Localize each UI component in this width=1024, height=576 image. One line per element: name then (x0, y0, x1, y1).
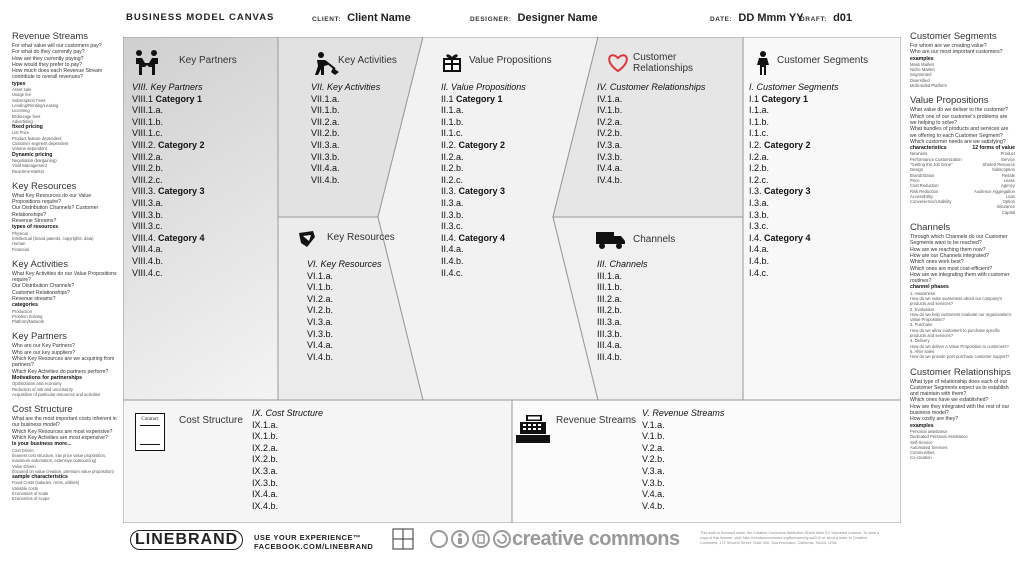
cost-structure-chapter: IX. Cost Structure (252, 408, 324, 418)
list-item[interactable]: I.1.b. (749, 116, 770, 127)
customer-segments-chapter: I. Customer Segments (749, 82, 839, 92)
guide-cost-structure: Cost Structure What are the most important costs inherent in our business model? Which Key Resources are most expensive? Which Key Activities are most expensive? Is your business more... Cost Driven (leanest cost structure, low price value proposition, maximum automation, extensive outsourcing) Value Driven (focused on value creation, premium value proposition) sample characteristics Fixed Costs (salaries, rents, utilities) Variable costs Economies of scale Economies of scope (12, 404, 117, 502)
guide-line: Which ones are most cost-efficient? (910, 265, 993, 272)
list-item[interactable]: VI.4.b. (307, 351, 334, 362)
list-item[interactable]: VIII.4.b. (132, 255, 164, 266)
key-partners-title: Key Partners (179, 55, 237, 66)
list-item[interactable]: I.4.b. (749, 255, 770, 266)
guide-line: Who are our key suppliers? (12, 349, 76, 356)
guide-line: 2. Evaluation (910, 306, 935, 312)
list-item[interactable]: VIII.3.c. (132, 221, 163, 232)
guide-line: How costly are they? (910, 416, 959, 423)
list-item[interactable]: VII.3.a. (311, 139, 340, 150)
key-resources-chapter: VI. Key Resources (307, 259, 382, 269)
list-item[interactable]: II.2.c. (441, 174, 464, 185)
guide-line: Product feature dependent (12, 135, 62, 141)
key-activities-title: Key Activities (338, 55, 397, 66)
list-item[interactable]: II.4.c. (441, 267, 464, 278)
customer-relationships-title: Customer Relationships (633, 52, 694, 74)
guide-key-resources: Key Resources What Key Resources do our Value Propositions require? Our Distribution Channels? Customer Relationships? Revenue Streams? types of resources Physical Intellectual (brand patents, copyrights, data) Human Financial (12, 182, 117, 252)
list-item[interactable]: IV.2.a. (597, 116, 623, 127)
guide-line: Multi-sided Platform (910, 83, 948, 89)
list-item[interactable]: III.2.a. (597, 293, 623, 304)
guide-line: Intellectual (brand patents, copyrights, data) (12, 235, 94, 241)
list-item[interactable]: II.1.a. (441, 105, 464, 116)
key-partners-block[interactable] (133, 49, 161, 80)
list-item[interactable]: VII.2.b. (311, 128, 340, 139)
list-item[interactable]: V.3.b. (642, 477, 665, 488)
list-item[interactable]: VI.1.b. (307, 282, 334, 293)
category-heading[interactable]: VIII.2. Category 2 (132, 139, 205, 150)
list-item[interactable]: III.4.b. (597, 351, 623, 362)
guide-line: (leanest cost structure, low price value proposition, maximum automation, extensive outsourcing) (12, 452, 107, 464)
guide-line: Subscription (991, 167, 1015, 173)
list-item[interactable]: VI.4.a. (307, 340, 334, 351)
guide-line: Newness (910, 151, 928, 157)
list-item[interactable]: V.1.b. (642, 431, 665, 442)
guide-key-partners: Key Partners Who are our Key Partners? Who are our key suppliers? Which Key Resources are we acquiring from partners? Which Key Activities do partners perform? Motivations for partnerships Optimization and economy Reduction of risk and uncertainty Acquisition of particular resources and activities (12, 332, 117, 397)
channels-chapter: III. Channels (597, 259, 648, 269)
list-item[interactable]: II.3.c. (441, 221, 464, 232)
guide-line: Segmented (910, 72, 932, 78)
guide-line: Cost Reduction (910, 183, 939, 189)
category-heading[interactable]: II.2. Category 2 (441, 139, 506, 150)
guide-line: What Key Activities do our Value Propositions require? (12, 270, 117, 284)
guide-line: Platform/Network (12, 319, 45, 325)
guide-line: Revenue streams? (12, 295, 56, 302)
footer-facebook-link[interactable]: FACEBOOK.COM/LINEBRAND (254, 542, 374, 551)
guide-line: For what do they currently pay? (12, 49, 85, 56)
guide-line: Insurance (996, 204, 1015, 210)
guide-line: Shared Resource (982, 162, 1015, 168)
list-item[interactable]: III.2.b. (597, 305, 623, 316)
list-item[interactable]: III.3.b. (597, 328, 623, 339)
customer-relationships-block[interactable] (607, 53, 629, 78)
truck-icon (595, 230, 627, 250)
guide-line: Customer segment dependent (12, 141, 69, 147)
guide-line: Resale (1001, 172, 1015, 178)
customer-segments-list[interactable] (749, 82, 839, 279)
guide-line: How are our Channels integrated? (910, 252, 990, 259)
value-propositions-block[interactable] (441, 51, 463, 78)
guide-line: Performance Customization (910, 156, 962, 162)
guide-line: Reduction of risk and uncertainty (12, 386, 73, 392)
list-item[interactable]: VI.2.a. (307, 293, 334, 304)
guide-line: Dedicated Personal Assistance (910, 434, 968, 440)
guide-line: How do we raise awareness about our company's products and services? (910, 295, 1003, 307)
category-heading[interactable]: II.1 Category 1 (441, 93, 503, 104)
key-activities-block[interactable] (313, 51, 339, 80)
key-resources-title: Key Resources (327, 232, 395, 243)
guide-line: Cost Driven (12, 447, 34, 453)
canvas-title: BUSINESS MODEL CANVAS (126, 12, 275, 23)
guide-line: Which ones work best? (910, 259, 964, 266)
worker-shovel-icon (313, 51, 339, 75)
list-item[interactable]: VIII.3.a. (132, 197, 164, 208)
list-item[interactable]: V.2.b. (642, 454, 665, 465)
guide-line: (focused on value creation, premium value proposition) (12, 468, 114, 474)
guide-line: Yield Management (12, 163, 47, 169)
guide-line: Brokerage fees (12, 113, 41, 119)
revenue-streams-chapter: V. Revenue Streams (642, 408, 725, 418)
list-item[interactable]: IX.1.b. (252, 431, 279, 442)
noncommercial-icon (472, 530, 490, 548)
list-item[interactable]: II.2.a. (441, 151, 464, 162)
category-heading[interactable]: II.3. Category 3 (441, 186, 506, 197)
guide-line: For what value will our customers pay? (12, 43, 102, 49)
person-icon (755, 51, 771, 75)
category-heading[interactable]: VIII.3. Category 3 (132, 186, 205, 197)
list-item[interactable]: I.1.c. (749, 128, 769, 139)
list-item[interactable]: VII.1.b. (311, 105, 340, 116)
list-item[interactable]: IV.1.b. (597, 105, 623, 116)
category-heading[interactable]: I.2. Category 2 (749, 139, 811, 150)
customer-relationships-list[interactable] (597, 82, 705, 186)
guide-line: Our Distribution Channels? Customer Relationships? (12, 205, 99, 218)
guide-line: How would they prefer to pay? (12, 61, 83, 68)
revenue-streams-block[interactable] (516, 414, 550, 449)
guide-line: List Price (12, 130, 30, 136)
guide-value-propositions: Value Propositions What value do we deliver to the customer? Which one of our customer's problems are we helping to solve? What bundles of products and services are we offering to each Customer Segment? Which customer needs are we satisfying? characteristics 12 forms of value Newness Performance Customization "Getting the Job Done" Design Brand/Status Price Cost Reduction Risk Reduction Accessibility Convenience/Usability Product Service Shared Resource Subscription Resale Lease Agency Audience Aggregation Loan Option Insurance Capital (910, 95, 1015, 215)
footer-slogan-line1: USE YOUR EXPERIENCE™ (254, 533, 361, 542)
list-item[interactable]: I.4.a. (749, 244, 770, 255)
list-item[interactable]: III.1.a. (597, 270, 623, 281)
list-item[interactable]: II.2.b. (441, 163, 464, 174)
list-item[interactable]: VIII.3.b. (132, 209, 164, 220)
list-item[interactable]: I.1.a. (749, 105, 770, 116)
guide-line: Advertising (12, 118, 33, 124)
cost-structure-title: Cost Structure (179, 415, 243, 426)
guide-line: Volume dependent (12, 146, 47, 152)
list-item[interactable]: V.2.a. (642, 442, 665, 453)
list-item[interactable]: V.3.a. (642, 465, 665, 476)
guide-line: How much does each Revenue Stream contribute to overall revenues? (12, 68, 103, 81)
guide-line: Human (12, 241, 26, 247)
guide-line: Product (1000, 151, 1015, 157)
list-item[interactable]: IV.4.a. (597, 163, 623, 174)
cash-register-icon (516, 414, 550, 444)
grid-logo-icon (392, 528, 414, 550)
guide-line: Niche Market (910, 67, 935, 73)
guide-line: Revenue Streams? (12, 218, 57, 225)
guide-line: Physical (12, 230, 28, 236)
list-item[interactable]: IX.4.a. (252, 489, 279, 500)
guide-line: Risk Reduction (910, 188, 939, 194)
channels-list[interactable] (597, 259, 648, 363)
list-item[interactable]: IV.2.b. (597, 128, 623, 139)
guide-line: Which customer needs are we satisfying? (910, 138, 1006, 145)
key-partners-list[interactable] (132, 82, 205, 279)
category-heading[interactable]: VIII.4. Category 4 (132, 232, 205, 243)
guide-line: Communities (910, 450, 935, 456)
key-partners-chapter: VIII. Key Partners (132, 82, 203, 92)
guide-line: 4. Delivery (910, 338, 930, 344)
guide-line: What bundles of products and services are we offering to each Customer Segment? (910, 126, 1009, 139)
guide-line: Production (12, 308, 33, 314)
list-item[interactable]: VIII.1.b. (132, 116, 164, 127)
attribution-icon (451, 530, 469, 548)
designer-field[interactable]: DESIGNER: Designer Name (470, 12, 598, 24)
category-heading[interactable]: I.4. Category 4 (749, 232, 811, 243)
list-item[interactable]: IX.1.a. (252, 419, 279, 430)
guide-line: Who are our Key Partners? (12, 343, 75, 350)
channels-block[interactable] (595, 230, 627, 255)
guide-line: Personal assistance (910, 428, 948, 434)
list-item[interactable]: VI.3.b. (307, 328, 334, 339)
guide-line: Which one of our customer's problems are we helping to solve? (910, 113, 1008, 126)
cost-structure-list[interactable] (252, 408, 323, 512)
list-item[interactable]: VIII.2.c. (132, 174, 163, 185)
guide-line: For whom are we creating value? (910, 43, 987, 49)
list-item[interactable]: VI.3.a. (307, 316, 334, 327)
customer-segments-block[interactable] (755, 51, 771, 80)
list-item[interactable]: VII.4.b. (311, 174, 340, 185)
guide-line: Licensing (12, 108, 30, 114)
guide-line: Capital (1001, 209, 1015, 215)
people-handshake-icon (133, 49, 161, 75)
list-item[interactable]: IX.3.a. (252, 465, 279, 476)
creative-commons-wordmark: creative commons (512, 528, 680, 550)
list-item[interactable]: VI.2.b. (307, 305, 334, 316)
list-item[interactable]: VIII.1.c. (132, 128, 163, 139)
guide-line: How are they integrated with the rest of our business model? (910, 403, 1010, 417)
list-item[interactable]: I.3.b. (749, 209, 770, 220)
contract-document-icon: Contract (135, 413, 165, 451)
guide-channels: Channels Through which Channels do our Customer Segments want to be reached? How are we reaching them now? How are our Channels integrated? Which ones work best? Which ones are most cost-efficient? How are we integrating them with customer routines? channel phases 1. Awareness How do we raise awareness about our company's products and services? 2. Evaluation How do we help customers evaluate our organization's Value Proposition? 3. Purchase How do we allow customers to purchase specific products and services? 4. Delivery How do we deliver a Value Proposition to customers? 5. After sales How do we provide post-purchase customer support? (910, 223, 1015, 360)
guide-line: What are the most important costs inherent in our business model? (12, 416, 117, 429)
cc-license-icons[interactable] (430, 530, 511, 548)
guide-line: Financial (12, 246, 29, 252)
list-item[interactable]: III.1.b. (597, 282, 623, 293)
right-guide (910, 32, 1015, 469)
category-heading[interactable]: VIII.1 Category 1 (132, 93, 203, 104)
list-item[interactable]: III.3.a. (597, 316, 623, 327)
guide-line: Customer Relationships? (12, 289, 70, 296)
guide-line: 3. Purchase (910, 322, 933, 328)
list-item[interactable]: I.2.b. (749, 163, 770, 174)
guide-line: Variable costs (12, 485, 38, 491)
guide-line: Problem Solving (12, 313, 43, 319)
list-item[interactable]: I.3.c. (749, 221, 769, 232)
guide-line: Asset sale (12, 87, 32, 93)
list-item[interactable]: VIII.1.a. (132, 105, 164, 116)
guide-line: Design (910, 167, 924, 173)
guide-line: Brand/Status (910, 172, 935, 178)
list-item[interactable]: V.4.b. (642, 500, 665, 511)
guide-line: Which ones have we established? (910, 397, 989, 404)
list-item[interactable]: VIII.4.a. (132, 244, 164, 255)
guide-line: Negotiation (bargaining) (12, 157, 57, 163)
guide-line: Which Key Activities do partners perform? (12, 368, 109, 375)
list-item[interactable]: V.1.a. (642, 419, 665, 430)
guide-line: How do we deliver a Value Proposition to customers? (910, 343, 1009, 349)
guide-line: Which Key Resources are most expensive? (12, 428, 113, 435)
value-propositions-title: Value Propositions (469, 55, 552, 66)
date-field[interactable]: DATE: DD Mmm YY (710, 12, 804, 24)
guide-line: Our Distribution Channels? (12, 283, 75, 290)
guide-line: Convenience/Usability (910, 199, 952, 205)
guide-line: What Key Resources do our Value Propositions require? (12, 192, 92, 206)
guide-line: What value do we deliver to the customer? (910, 107, 1009, 114)
guide-line: Automated Services (910, 444, 948, 450)
guide-line: Who are our most important customers? (910, 49, 1003, 56)
guide-line: Option (1002, 199, 1015, 205)
key-resources-block[interactable] (297, 229, 317, 254)
guide-line: Diversified (910, 77, 930, 83)
draft-field[interactable]: DRAFT: d01 (800, 12, 853, 24)
guide-line: 1. Awareness (910, 290, 936, 296)
guide-line: Value Driven (12, 463, 36, 469)
guide-line: Usage fee (12, 92, 32, 98)
category-heading[interactable]: I.1 Category 1 (749, 93, 809, 104)
guide-line: What type of relationship does each of our Customer Segments expect us to establish and maintain with them? (910, 378, 1009, 398)
value-propositions-list[interactable] (441, 82, 526, 279)
guide-line: Which Key Resources are we acquiring from partners? (12, 356, 115, 369)
guide-line: Loan (1005, 193, 1015, 199)
guide-line: Economies of scale (12, 491, 49, 496)
customer-segments-title: Customer Segments (777, 55, 869, 66)
value-propositions-chapter: II. Value Propositions (441, 82, 526, 92)
guide-line: How do we help customers evaluate our organization's Value Proposition? (910, 311, 1012, 323)
cc-icon (430, 530, 448, 548)
list-item[interactable]: VIII.4.c. (132, 267, 163, 278)
guide-line: Price (910, 177, 920, 183)
guide-key-activities: Key Activities What Key Activities do our Value Propositions require? Our Distribution Channels? Customer Relationships? Revenue streams? categories Production Problem Solving Platform/Network (12, 258, 117, 325)
category-heading[interactable]: II.4. Category 4 (441, 232, 506, 243)
key-resources-list[interactable] (307, 259, 382, 363)
channels-title: Channels (633, 234, 676, 245)
guide-line: Co-creation (910, 455, 932, 461)
guide-line: Real-time-Market (12, 168, 45, 174)
list-item[interactable]: I.2.a. (749, 151, 770, 162)
category-heading[interactable]: I.3. Category 3 (749, 186, 811, 197)
list-item[interactable]: I.2.c. (749, 174, 769, 185)
guide-line: How are we integrating them with customer routines? (910, 271, 1010, 285)
guide-line: Which Key Activities are most expensive? (12, 435, 108, 442)
list-item[interactable]: IV.3.b. (597, 151, 623, 162)
guide-line: Lease (1003, 177, 1015, 183)
list-item[interactable]: IV.4.b. (597, 174, 623, 185)
list-item[interactable]: IV.1.a. (597, 93, 623, 104)
list-item[interactable]: IX.3.b. (252, 477, 279, 488)
guide-line: Self-Service (910, 439, 933, 445)
guide-line: Agency (1001, 183, 1015, 189)
guide-customer-relationships: Customer Relationships What type of relationship does each of our Customer Segments expect us to establish and maintain with them? Which ones have we established? How are they integrated with the rest of our business model? How costly are they? examples Personal assistance Dedicated Personal Assistance Self-Service Automated Services Communities Co-creation (910, 368, 1015, 461)
revenue-streams-title: Revenue Streams (556, 415, 637, 426)
list-item[interactable]: II.3.a. (441, 197, 464, 208)
guide-line: Fixed Costs (salaries, rents, utilities) (12, 480, 80, 486)
list-item[interactable]: II.3.b. (441, 209, 464, 220)
heart-icon (607, 53, 629, 73)
guide-line: Lending/Renting/Leasing (12, 102, 59, 108)
list-item[interactable]: II.4.a. (441, 244, 464, 255)
factory-box-icon (297, 229, 317, 249)
list-item[interactable]: VIII.2.b. (132, 163, 164, 174)
list-item[interactable]: II.1.b. (441, 116, 464, 127)
linebrand-logo[interactable]: LINEBRAND (130, 530, 243, 550)
guide-line: Optimization and economy (12, 381, 62, 387)
list-item[interactable]: VII.3.b. (311, 151, 340, 162)
list-item[interactable]: VII.4.a. (311, 163, 340, 174)
guide-revenue-streams: Revenue Streams For what value will our customers pay? For what do they currently pay? How are they currently paying? How would they prefer to pay? How much does each Revenue Stream contribute to overall revenues? types Asset sale Usage fee Subscription Fees Lending/Renting/Leasing Licensing Brokerage fees Advertising fixed pricing List Price Product feature dependent Customer segment dependent Volume dependent Dynamic pricing Negotiation (bargaining) Yield Management Real-time-Market (12, 32, 117, 174)
list-item[interactable]: IX.2.a. (252, 442, 279, 453)
sharealike-icon (493, 530, 511, 548)
license-notice: This work is licensed under the Creative Commons Attribution-Share Alike 3.0 Unported License. To view a copy of this license, visit: http://creativecommons.org/licenses/by-sa/3.0/ or send a letter to Creative Commons, 171 Second Street, Suite 300, San Francisco, California, 94105, USA. (700, 531, 880, 545)
guide-line: Accessibility (910, 193, 933, 199)
guide-line: "Getting the Job Done" (910, 162, 953, 168)
list-item[interactable]: II.1.c. (441, 128, 464, 139)
list-item[interactable]: IV.3.a. (597, 139, 623, 150)
revenue-streams-list[interactable] (642, 408, 724, 512)
guide-line: Mass Market (910, 61, 934, 67)
footer-slogan (254, 533, 373, 551)
guide-line: How are we reaching them now? (910, 246, 986, 253)
list-item[interactable]: I.4.c. (749, 267, 769, 278)
key-activities-list[interactable] (311, 82, 380, 186)
list-item[interactable]: IX.2.b. (252, 454, 279, 465)
guide-line: Acquisition of particular resources and activities (12, 391, 101, 397)
list-item[interactable]: V.4.a. (642, 489, 665, 500)
customer-relationships-chapter: IV. Customer Relationships (597, 82, 706, 92)
key-activities-chapter: VII. Key Activities (311, 82, 381, 92)
gift-icon (441, 51, 463, 73)
guide-line: Through which Channels do our Customer Segments want to be reached? (910, 234, 1008, 247)
guide-line: Audience Aggregation (974, 188, 1015, 194)
guide-line: How are they currently paying? (12, 55, 84, 62)
guide-line: Economies of scope (12, 496, 50, 502)
list-item[interactable]: III.4.a. (597, 340, 623, 351)
list-item[interactable]: I.3.a. (749, 197, 770, 208)
list-item[interactable]: VII.2.a. (311, 116, 340, 127)
guide-line: Service (1001, 156, 1015, 162)
guide-line: How do we allow customers to purchase specific products and services? (910, 327, 1001, 339)
list-item[interactable]: VI.1.a. (307, 270, 334, 281)
canvas-grid (123, 37, 901, 523)
guide-line: How do we provide post-purchase customer support? (910, 354, 1010, 360)
guide-line: Subscription Fees (12, 97, 46, 103)
list-item[interactable]: VIII.2.a. (132, 151, 164, 162)
list-item[interactable]: VII.1.a. (311, 93, 340, 104)
list-item[interactable]: II.4.b. (441, 255, 464, 266)
guide-line: 5. After sales (910, 348, 935, 354)
left-guide (12, 32, 117, 510)
guide-customer-segments: Customer Segments For whom are we creating value? Who are our most important customers? examples Mass Market Niche Market Segmented Diversified Multi-sided Platform (910, 32, 1015, 88)
list-item[interactable]: IX.4.b. (252, 500, 279, 511)
client-field[interactable]: CLIENT: Client Name (312, 12, 411, 24)
